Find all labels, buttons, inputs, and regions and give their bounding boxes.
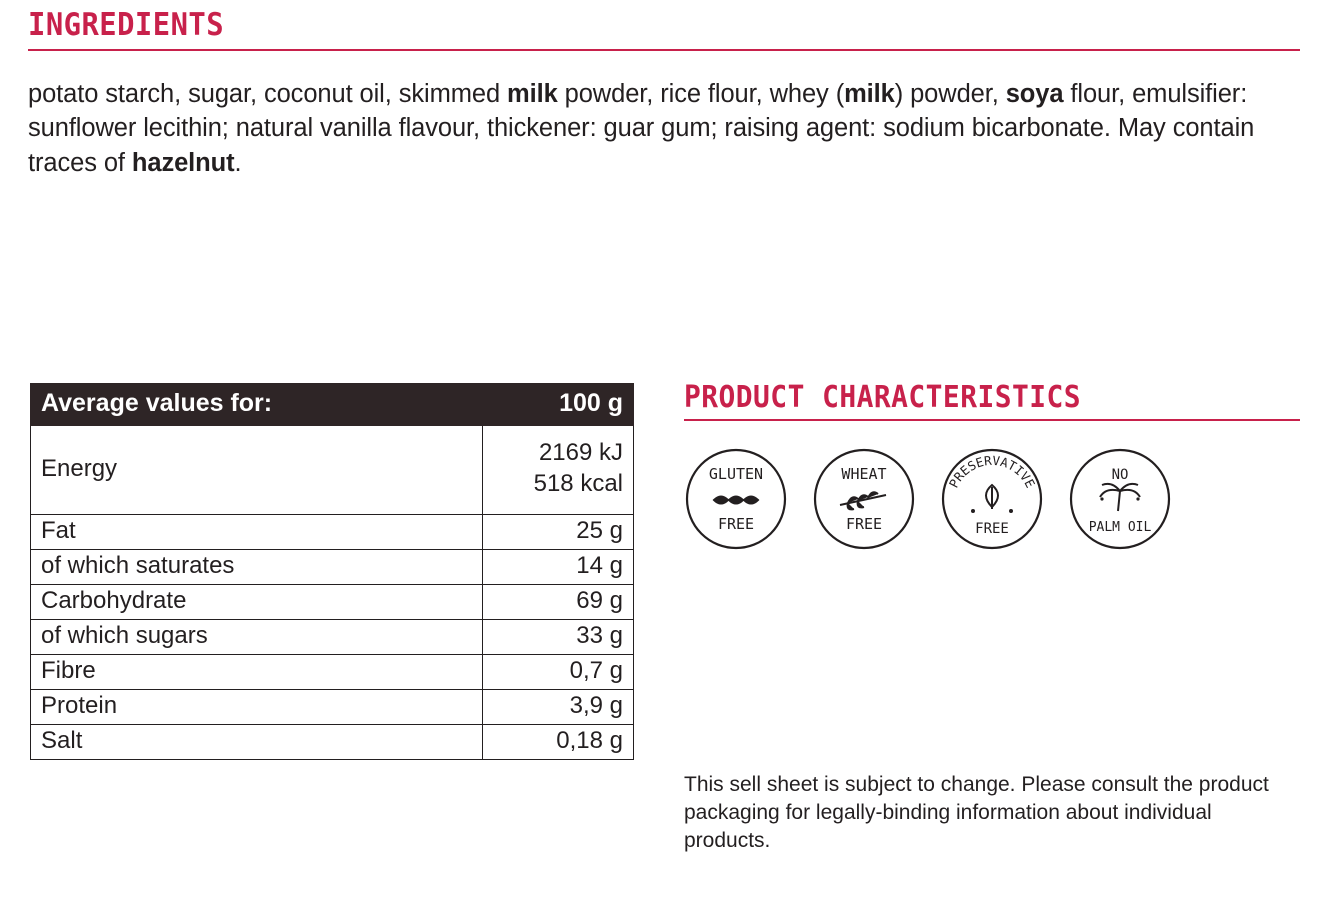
table-header-row: [31, 384, 634, 426]
ingredients-heading: INGREDIENTS: [28, 7, 225, 43]
wheat-ears-icon: [840, 492, 886, 509]
wheat-ears-icon: [714, 497, 758, 504]
badge-label-line2: PALM OIL: [1088, 520, 1152, 535]
nutrient-label-salt: Salt: [31, 725, 483, 760]
energy-kj: 2169 kJ: [538, 439, 623, 467]
badge-gluten-free: [684, 447, 788, 551]
badge-label-line2: FREE: [845, 515, 883, 533]
nutrient-value-salt: 0,18 g: [482, 725, 633, 760]
nutrient-label-fat: Fat: [31, 515, 483, 550]
table-row: [31, 585, 634, 620]
ingredient-text-run: .: [234, 149, 242, 178]
ingredients-section: [28, 7, 1300, 207]
nutrient-value-fibre: 0,7 g: [482, 655, 633, 690]
nutrient-label-energy: Energy: [31, 426, 483, 515]
allergen-highlight: milk: [507, 79, 558, 108]
badge-label-line1: NO: [1111, 467, 1129, 483]
product-characteristics-section: [684, 380, 1300, 551]
ingredients-paragraph: [28, 77, 1300, 182]
table-row: [31, 620, 634, 655]
badge-label-line2: FREE: [717, 515, 755, 533]
table-row: [31, 550, 634, 585]
palm-tree-icon: [1100, 484, 1140, 511]
ingredient-text-run: potato starch, sugar, coconut oil, skimmed: [28, 79, 508, 108]
allergen-highlight: soya: [1005, 79, 1064, 108]
table-header-label: Average values for:: [31, 384, 483, 426]
table-header-value: 100 g: [482, 384, 633, 426]
energy-kcal: 518 kcal: [533, 470, 623, 497]
nutrient-value-saturates: 14 g: [482, 550, 633, 585]
characteristics-heading: PRODUCT CHARACTERISTICS: [684, 380, 1082, 415]
nutrient-label-fibre: Fibre: [31, 655, 483, 690]
badge-label-line1: GLUTEN: [708, 465, 764, 483]
badge-wheat-free: [812, 447, 916, 551]
nutrient-value-carbohydrate: 69 g: [482, 585, 633, 620]
badge-label-line1: PRESERVATIVE: [945, 452, 1039, 491]
ingredient-text-run: flour, emulsifier: sunflower lecithin; natural vanilla flavour, thickener: guar gum; raising agent: sodium bicarbonate. May contain traces of: [28, 79, 1255, 178]
nutrient-value-energy: [482, 426, 633, 515]
table-row: [31, 515, 634, 550]
nutrition-table: [30, 383, 634, 760]
allergen-highlight: milk: [844, 79, 895, 108]
allergen-highlight: hazelnut: [131, 149, 235, 178]
table-row: [31, 426, 634, 515]
table-row: [31, 655, 634, 690]
badge-label-line2: FREE: [975, 521, 1009, 537]
table-row: [31, 725, 634, 760]
nutrient-label-saturates: of which saturates: [31, 550, 483, 585]
nutrient-label-carbohydrate: Carbohydrate: [31, 585, 483, 620]
badge-preservative-free: [940, 447, 1044, 551]
disclaimer-text: This sell sheet is subject to change. Please consult the product packaging for legally-binding information about individual products.: [684, 773, 1269, 852]
table-row: [31, 690, 634, 725]
ingredient-text-run: ) powder,: [894, 79, 1006, 108]
characteristics-badges: [684, 447, 1300, 551]
ingredient-text-run: powder, rice flour, whey (: [557, 79, 845, 108]
nutrient-label-protein: Protein: [31, 690, 483, 725]
nutrient-value-fat: 25 g: [482, 515, 633, 550]
leaf-icon: [986, 485, 998, 509]
badge-no-palm-oil: [1068, 447, 1172, 551]
nutrient-value-sugars: 33 g: [482, 620, 633, 655]
nutrient-value-protein: 3,9 g: [482, 690, 633, 725]
characteristics-heading-rule: [684, 419, 1300, 421]
badge-label-line1: WHEAT: [841, 465, 887, 483]
ingredients-heading-rule: [28, 49, 1300, 51]
nutrient-label-sugars: of which sugars: [31, 620, 483, 655]
